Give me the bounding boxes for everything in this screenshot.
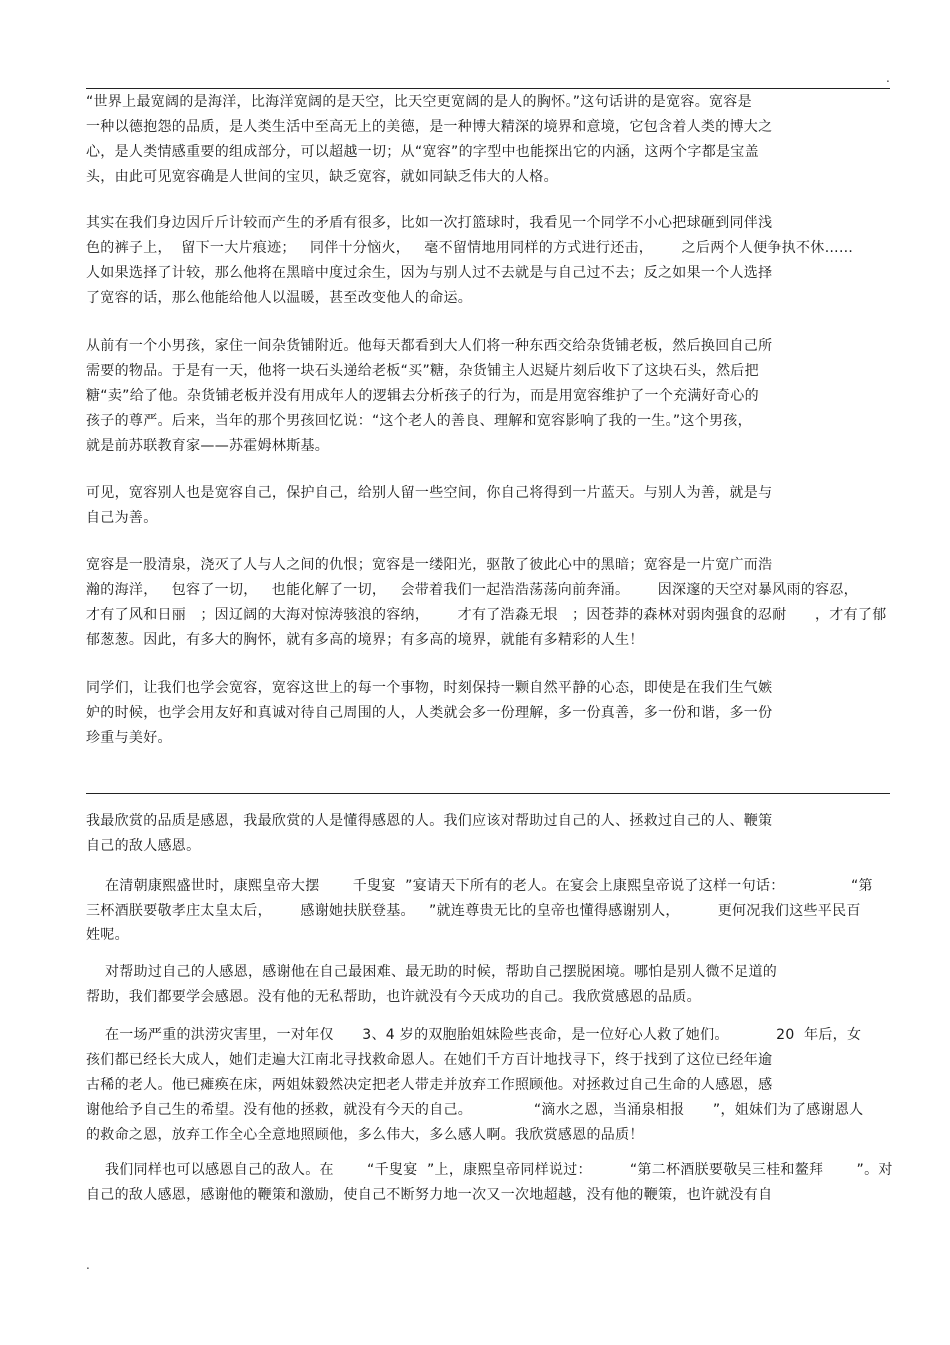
- text-line: 糖“卖”给了他。杂货铺老板并没有用成年人的逻辑去分析孩子的行为，而是用宽容维护了一个充满好奇心的: [86, 388, 759, 404]
- text-line: 谢他给予自己生的希望。没有他的拯救，就没有今天的自己。 “滴水之恩，当涌泉相报 ”，姐妹们为了感谢恩人: [86, 1102, 864, 1118]
- text-line: 自己为善。: [86, 510, 158, 526]
- text-line: 对帮助过自己的人感恩，感谢他在自己最困难、最无助的时候，帮助自己摆脱困境。哪怕是别人微不足道的: [86, 964, 778, 980]
- text-line: 三杯酒朕要敬孝庄太皇太后， 感谢她扶朕登基。 ”就连尊贵无比的皇帝也懂得感谢别人， 更何况我们这些平民百: [86, 903, 861, 919]
- text-line: 妒的时候，也学会用友好和真诚对待自己周围的人，人类就会多一份理解，多一份真善，多一份和谐，多一份: [86, 705, 773, 721]
- text-line: 心，是人类情感重要的组成部分，可以超越一切；从“宽容”的字型中也能探出它的内涵，这两个字都是宝盖: [86, 144, 759, 160]
- text-line: 我们同样也可以感恩自己的敌人。在 “千叟宴 ”上，康熙皇帝同样说过： “第二杯酒朕要敬吴三桂和鳌拜 ”。对: [86, 1162, 893, 1178]
- text-line: 的救命之恩，放弃工作全心全意地照顾他，多么伟大，多么感人啊。我欣赏感恩的品质！: [86, 1127, 644, 1143]
- text-line: 了宽容的话，那么他能给他人以温暖，甚至改变他人的命运。: [86, 290, 473, 306]
- text-line: 才有了风和日丽 ；因辽阔的大海对惊涛骇浪的容纳， 才有了浩淼无垠 ；因苍莽的森林对弱肉强食的忍耐 ，才有了郁: [86, 607, 887, 623]
- text-line: 珍重与美好。: [86, 730, 172, 746]
- text-line: 自己的敌人感恩，感谢他的鞭策和激励，使自己不断努力地一次又一次地超越，没有他的鞭策，也许就没有自: [86, 1187, 773, 1203]
- text-line: 其实在我们身边因斤斤计较而产生的矛盾有很多，比如一次打篮球时，我看见一个同学不小心把球砸到同伴浅: [86, 215, 773, 231]
- text-line: 帮助，我们都要学会感恩。没有他的无私帮助，也许就没有今天成功的自己。我欣赏感恩的品质。: [86, 989, 701, 1005]
- text-line: 郁葱葱。因此，有多大的胸怀，就有多高的境界；有多高的境界，就能有多精彩的人生！: [86, 632, 644, 648]
- text-line: 头，由此可见宽容确是人世间的宝贝，缺乏宽容，就如同缺乏伟大的人格。: [86, 169, 558, 185]
- text-line: 我最欣赏的品质是感恩，我最欣赏的人是懂得感恩的人。我们应该对帮助过自己的人、拯救过自己的人、鞭策: [86, 813, 773, 829]
- text-line: 孩子的尊严。后来，当年的那个男孩回忆说：“这个老人的善良、理解和宽容影响了我的一生。”这个男孩，: [86, 413, 752, 429]
- text-line: 姓呢。: [86, 927, 129, 943]
- text-line: 可见，宽容别人也是宽容自己，保护自己，给别人留一些空间，你自己将得到一片蓝天。与别人为善，就是与: [86, 485, 773, 501]
- text-line: 瀚的海洋， 包容了一切， 也能化解了一切， 会带着我们一起浩浩荡荡向前奔涌。 因深邃的天空对暴风雨的容忍，: [86, 582, 858, 598]
- text-line: 在清朝康熙盛世时，康熙皇帝大摆 千叟宴 ”宴请天下所有的老人。在宴会上康熙皇帝说了这样一句话： “第: [86, 878, 873, 894]
- text-line: “世界上最宽阔的是海洋，比海洋宽阔的是天空，比天空更宽阔的是人的胸怀。”这句话讲的是宽容。宽容是: [86, 94, 752, 110]
- text-line: 就是前苏联教育家——苏霍姆林斯基。: [86, 438, 330, 454]
- section-divider: [86, 793, 890, 794]
- text-line: 人如果选择了计较，那么他将在黑暗中度过余生，因为与别人过不去就是与自己过不去；反之如果一个人选择: [86, 265, 773, 281]
- text-line: 一种以德抱怨的品质，是人类生活中至高无上的美德，是一种博大精深的境界和意境，它包含着人类的博大之: [86, 119, 773, 135]
- text-line: 孩们都已经长大成人，她们走遍大江南北寻找救命恩人。在她们千方百计地找寻下，终于找到了这位已经年逾: [86, 1052, 773, 1068]
- text-line: 古稀的老人。他已瘫痪在床，两姐妹毅然决定把老人带走并放弃工作照顾他。对拯救过自己生命的人感恩，感: [86, 1077, 773, 1093]
- text-line: 自己的敌人感恩。: [86, 838, 201, 854]
- page-corner-mark: .: [886, 71, 890, 85]
- text-line: 在一场严重的洪涝灾害里，一对年仅 3、4 岁的双胞胎姐妹险些丧命，是一位好心人救了她们。 20 年后，女: [86, 1027, 862, 1043]
- text-line: 色的裤子上， 留下一大片痕迹； 同伴十分恼火， 毫不留情地用同样的方式进行还击， 之后两个人便争执不休……: [86, 240, 854, 256]
- page-corner-mark: .: [86, 1258, 90, 1272]
- text-line: 需要的物品。于是有一天，他将一块石头递给老板“买”糖，杂货铺主人迟疑片刻后收下了这块石头，然后把: [86, 363, 759, 379]
- text-line: 宽容是一股清泉，浇灭了人与人之间的仇恨；宽容是一缕阳光，驱散了彼此心中的黑暗；宽容是一片宽广而浩: [86, 557, 773, 573]
- text-line: 同学们，让我们也学会宽容，宽容这世上的每一个事物，时刻保持一颗自然平静的心态，即使是在我们生气嫉: [86, 680, 773, 696]
- text-line: 从前有一个小男孩，家住一间杂货铺附近。他每天都看到大人们将一种东西交给杂货铺老板，然后换回自己所: [86, 338, 773, 354]
- top-divider: [86, 88, 890, 89]
